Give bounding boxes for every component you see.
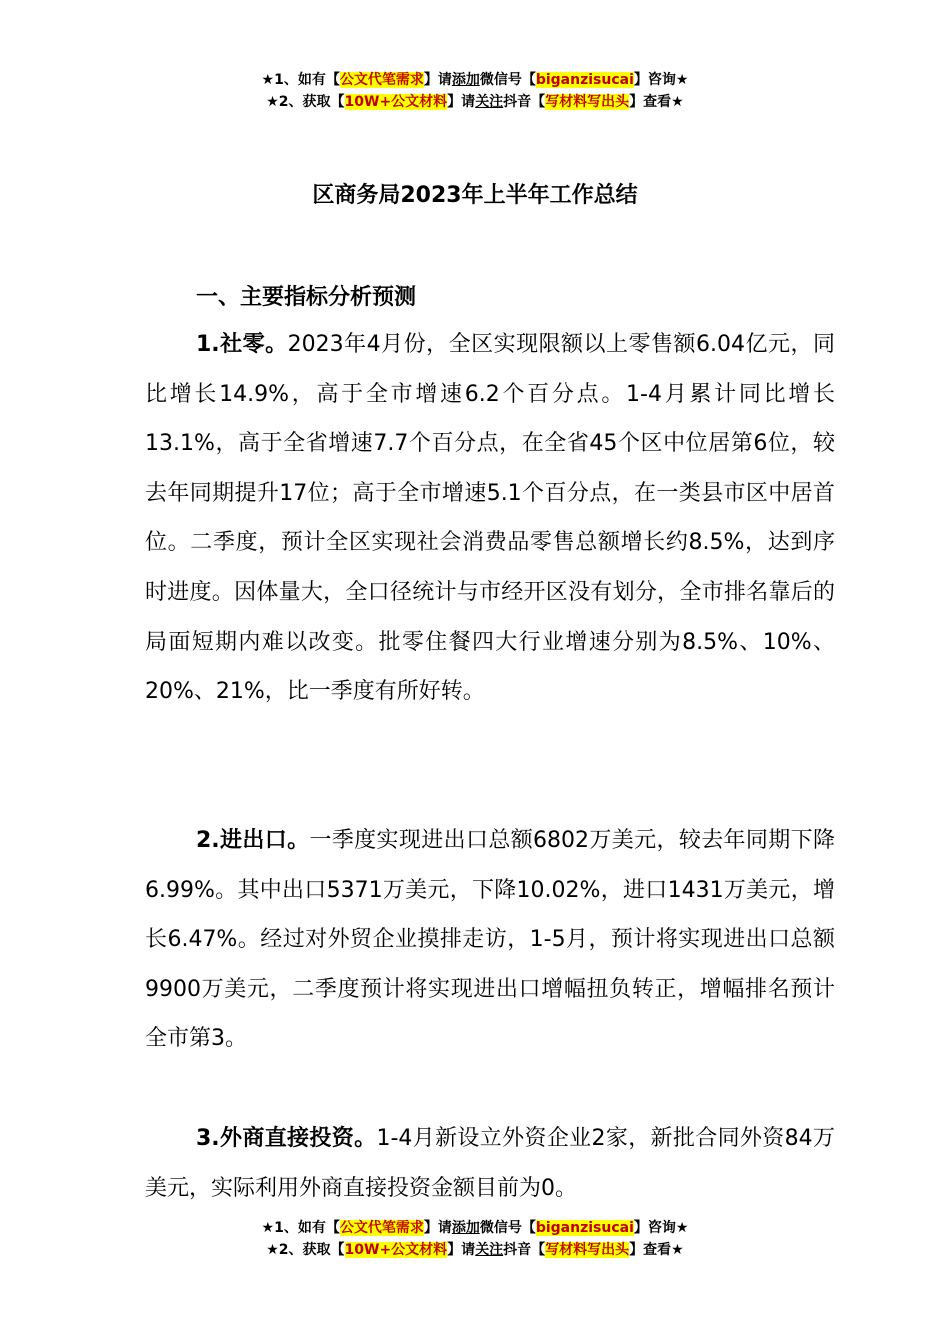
- promo-text: 】请: [423, 1220, 452, 1236]
- paragraph-retail: [145, 320, 835, 717]
- promo-text: 抖音【: [503, 94, 546, 110]
- document-title: 区商务局2023年上半年工作总结: [312, 183, 638, 208]
- promo-line-1: [0, 69, 950, 91]
- promo-underline: 关注: [475, 1242, 504, 1258]
- promo-text: 抖音【: [503, 1242, 546, 1258]
- item-heading: 3.外商直接投资。: [196, 1126, 377, 1151]
- promo-text: 】请: [423, 72, 452, 88]
- promo-highlight: biganzisucai: [535, 1220, 634, 1236]
- promo-line-2: [0, 1239, 950, 1261]
- promo-line-1: [0, 1217, 950, 1239]
- promo-text: 微信号【: [479, 72, 536, 88]
- item-text: 1-4月新设立外资企业2家，新批合同外资84万美元，实际利用外商直接投资金额目前为0。: [145, 1126, 835, 1201]
- promo-highlight: biganzisucai: [535, 72, 634, 88]
- paragraph-fdi: [145, 1114, 835, 1213]
- promo-text: 微信号【: [479, 1220, 536, 1236]
- promo-text: 】咨询★: [633, 72, 689, 88]
- promo-text: ★1、如有【: [261, 72, 340, 88]
- item-heading: 2.进出口。: [196, 828, 310, 853]
- promo-text: 】请: [447, 94, 476, 110]
- promo-highlight: 10W+公文材料: [344, 1242, 448, 1258]
- promo-text: ★2、获取【: [266, 1242, 345, 1258]
- promo-text: ★2、获取【: [266, 94, 345, 110]
- promo-highlight: 公文代笔需求: [339, 72, 424, 88]
- promo-highlight: 公文代笔需求: [339, 1220, 424, 1236]
- item-text: 2023年4月份，全区实现限额以上零售额6.04亿元，同比增长14.9%，高于全市增速6.2个百分点。1-4月累计同比增长13.1%，高于全省增速7.7个百分点，在全省45个区中位居第6位，较去年同期提升17位；高于全市增速5.1个百分点，在一类县市区中居首位。二季度，预计全区实现社会消费品零售总额增长约8.5%，达到序时进度。因体量大，全口径统计与市经开区没有划分，全市排名靠后的局面短期内难以改变。批零住餐四大行业增速分别为8.5%、10%、20%、21%，比一季度有所好转。: [145, 332, 835, 705]
- promo-banner-top: [0, 69, 950, 113]
- promo-underline: 添加: [451, 72, 480, 88]
- promo-line-2: [0, 91, 950, 113]
- promo-banner-bottom: [0, 1217, 950, 1261]
- promo-highlight: 10W+公文材料: [344, 94, 448, 110]
- item-heading: 1.社零。: [196, 332, 288, 357]
- promo-highlight: 写材料写出头: [545, 1242, 630, 1258]
- promo-text: ★1、如有【: [261, 1220, 340, 1236]
- paragraph-import-export: [145, 816, 835, 1064]
- promo-text: 】查看★: [629, 1242, 684, 1258]
- promo-underline: 关注: [475, 94, 504, 110]
- promo-text: 】查看★: [629, 94, 684, 110]
- promo-text: 】咨询★: [633, 1220, 689, 1236]
- item-text: 一季度实现进出口总额6802万美元，较去年同期下降6.99%。其中出口5371万美元，下降10.02%，进口1431万美元，增长6.47%。经过对外贸企业摸排走访，1-5月，预计将实现进出口总额9900万美元，二季度预计将实现进出口增幅扭负转正，增幅排名预计全市第3。: [145, 828, 835, 1052]
- promo-highlight: 写材料写出头: [545, 94, 630, 110]
- promo-underline: 添加: [451, 1220, 480, 1236]
- promo-text: 】请: [447, 1242, 476, 1258]
- section-heading: 一、主要指标分析预测: [196, 285, 417, 310]
